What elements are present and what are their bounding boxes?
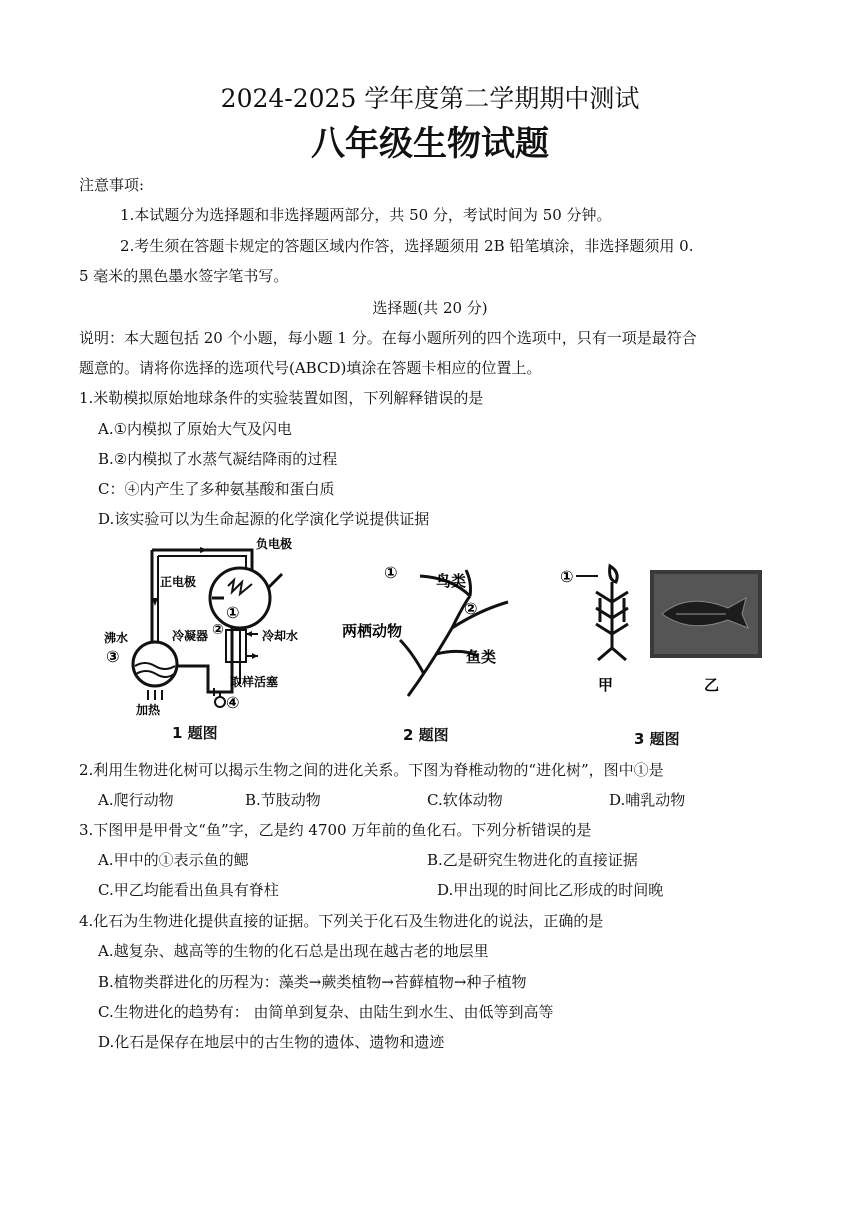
q4-stem: 4.化石为生物进化提供直接的证据。下列关于化石及生物进化的说法，正确的是 — [79, 912, 604, 930]
q1-option-a: A.①内模拟了原始大气及闪电 — [98, 420, 293, 438]
tree-label-circled-2: ② — [464, 599, 478, 618]
evolution-tree-diagram — [340, 556, 520, 706]
label-cooling-water: 冷却水 — [262, 629, 299, 643]
notice-heading: 注意事项: — [79, 176, 145, 194]
label-boiling-water: 沸水 — [104, 631, 129, 645]
label-condenser: 冷凝器 — [172, 629, 209, 643]
q4-option-d: D.化石是保存在地层中的古生物的遗体、遗物和遗迹 — [98, 1033, 445, 1051]
label-circled-1: ① — [226, 603, 240, 622]
q3-option-d: D.甲出现的时间比乙形成的时间晚 — [437, 881, 664, 899]
section-description-line-1: 说明：本大题包括 20 个小题，每小题 1 分。在每小题所列的四个选项中，只有一项是最符合 — [79, 329, 697, 347]
q4-option-a: A.越复杂、越高等的生物的化石总是出现在越古老的地层里 — [98, 942, 489, 960]
q3-option-c: C.甲乙均能看出鱼具有脊柱 — [98, 881, 279, 899]
q2-option-c: C.软体动物 — [427, 791, 503, 809]
tree-label-fish: 鱼类 — [466, 648, 497, 666]
label-negative-electrode: 负电极 — [256, 537, 293, 551]
figure-2-caption: 2 题图 — [403, 726, 449, 744]
label-circled-3: ③ — [106, 647, 120, 666]
q4-option-c: C.生物进化的趋势有： 由简单到复杂、由陆生到水生、由低等到高等 — [98, 1003, 554, 1021]
figure-3-caption: 3 题图 — [634, 730, 680, 748]
q3-option-b: B.乙是研究生物进化的直接证据 — [427, 851, 638, 869]
q2-stem: 2.利用生物进化树可以揭示生物之间的进化关系。下图为脊椎动物的“进化树”，图中①是 — [79, 761, 664, 779]
fish-label-jia: 甲 — [598, 676, 614, 694]
q3-stem: 3.下图甲是甲骨文“鱼”字，乙是约 4700 万年前的鱼化石。下列分析错误的是 — [79, 821, 592, 839]
fish-label-circled-1: ① — [560, 567, 574, 586]
section-title: 选择题(共 20 分) — [372, 299, 488, 317]
notice-item-1: 1.本试题分为选择题和非选择题两部分，共 50 分，考试时间为 50 分钟。 — [120, 206, 612, 224]
q1-stem: 1.米勒模拟原始地球条件的实验装置如图，下列解释错误的是 — [79, 389, 484, 407]
notice-item-2-line-1: 2.考生须在答题卡规定的答题区域内作答，选择题须用 2B 铅笔填涂，非选择题须用 0. — [120, 237, 694, 255]
tree-label-amphibians: 两栖动物 — [342, 622, 403, 640]
fish-label-yi: 乙 — [704, 676, 720, 694]
label-heating: 加热 — [136, 703, 161, 716]
label-sample-valve: 取样活塞 — [230, 675, 279, 689]
tree-label-circled-1: ① — [384, 563, 398, 582]
q4-option-b: B.植物类群进化的历程为：藻类→蕨类植物→苔藓植物→种子植物 — [98, 973, 527, 991]
q1-option-c: C：④内产生了多种氨基酸和蛋白质 — [98, 480, 335, 498]
label-circled-2: ② — [212, 622, 224, 638]
exam-title: 2024-2025 学年度第二学期期中测试 — [220, 84, 640, 113]
label-positive-electrode: 正电极 — [160, 575, 197, 589]
q3-option-a: A.甲中的①表示鱼的鳃 — [98, 851, 249, 869]
q2-option-d: D.哺乳动物 — [609, 791, 686, 809]
q1-option-b: B.②内模拟了水蒸气凝结降雨的过程 — [98, 450, 338, 468]
section-description-line-2: 题意的。请将你选择的选项代号(ABCD)填涂在答题卡相应的位置上。 — [79, 359, 542, 377]
q2-option-b: B.节肢动物 — [245, 791, 321, 809]
exam-subtitle: 八年级生物试题 — [311, 124, 549, 164]
notice-item-2-line-2: 5 毫米的黑色墨水签字笔书写。 — [79, 267, 289, 285]
q1-option-d: D.该实验可以为生命起源的化学演化学说提供证据 — [98, 510, 430, 528]
miller-apparatus-diagram — [100, 536, 320, 716]
label-circled-4: ④ — [226, 693, 240, 712]
fish-oracle-and-fossil-diagram — [558, 562, 768, 702]
tree-label-birds: 鸟类 — [436, 572, 467, 590]
q2-option-a: A.爬行动物 — [98, 791, 174, 809]
figure-1-caption: 1 题图 — [172, 724, 218, 742]
